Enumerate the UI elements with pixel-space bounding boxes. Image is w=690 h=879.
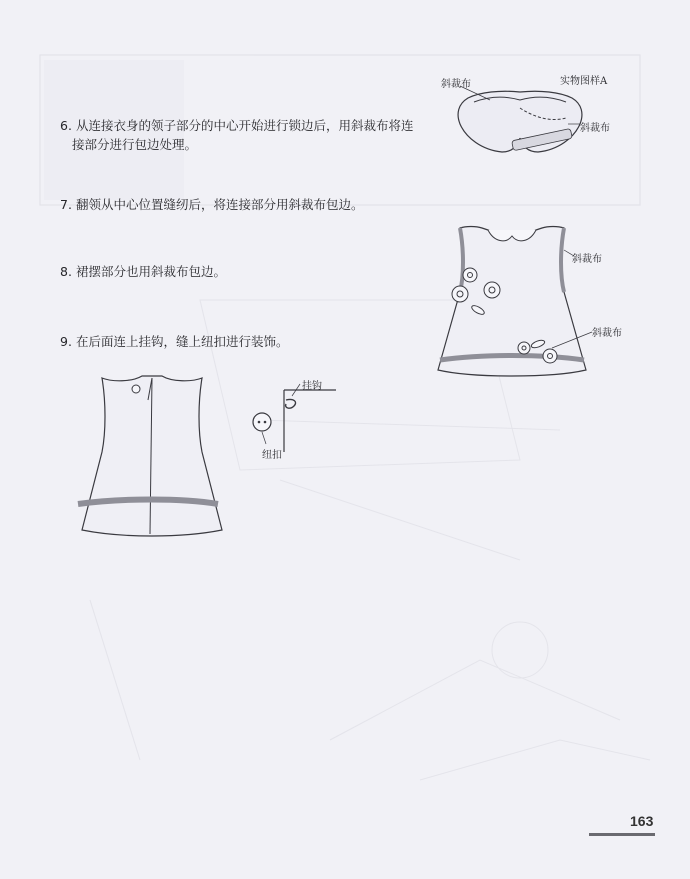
step-8-text: 裙摆部分也用斜裁布包边。 xyxy=(75,264,226,279)
step-6 xyxy=(60,116,413,154)
hook-button-detail xyxy=(246,382,336,452)
collar-bias-right-label: 斜裁布 xyxy=(580,123,610,134)
back-dress-illustration xyxy=(72,372,232,542)
button-label: 纽扣 xyxy=(262,450,282,461)
page-number-rule xyxy=(589,833,655,836)
dress-bias-hem-label: 斜裁布 xyxy=(592,328,622,339)
collar-title-label: 实物图样A xyxy=(560,76,608,87)
step-9-text: 在后面连上挂钩，缝上纽扣进行装饰。 xyxy=(75,334,289,349)
step-9 xyxy=(60,332,288,351)
step-6-number: 6. xyxy=(60,118,72,133)
step-9-number: 9. xyxy=(60,334,72,349)
collar-illustration xyxy=(440,80,600,165)
step-7-text: 翻领从中心位置缝纫后，将连接部分用斜裁布包边。 xyxy=(75,197,364,212)
front-dress-illustration xyxy=(432,220,592,385)
step-8-number: 8. xyxy=(60,264,72,279)
page-number: 163 xyxy=(630,813,654,829)
step-7-number: 7. xyxy=(60,197,72,212)
step-6-text-line2: 接部分进行包边处理。 xyxy=(72,137,198,152)
collar-bias-left-label: 斜裁布 xyxy=(441,79,471,90)
step-6-text-line1: 从连接衣身的领子部分的中心开始进行锁边后，用斜裁布将连 xyxy=(75,118,414,133)
step-8 xyxy=(60,262,226,281)
step-7 xyxy=(60,195,363,214)
hook-label: 挂钩 xyxy=(302,381,322,392)
dress-bias-top-label: 斜裁布 xyxy=(572,254,602,265)
